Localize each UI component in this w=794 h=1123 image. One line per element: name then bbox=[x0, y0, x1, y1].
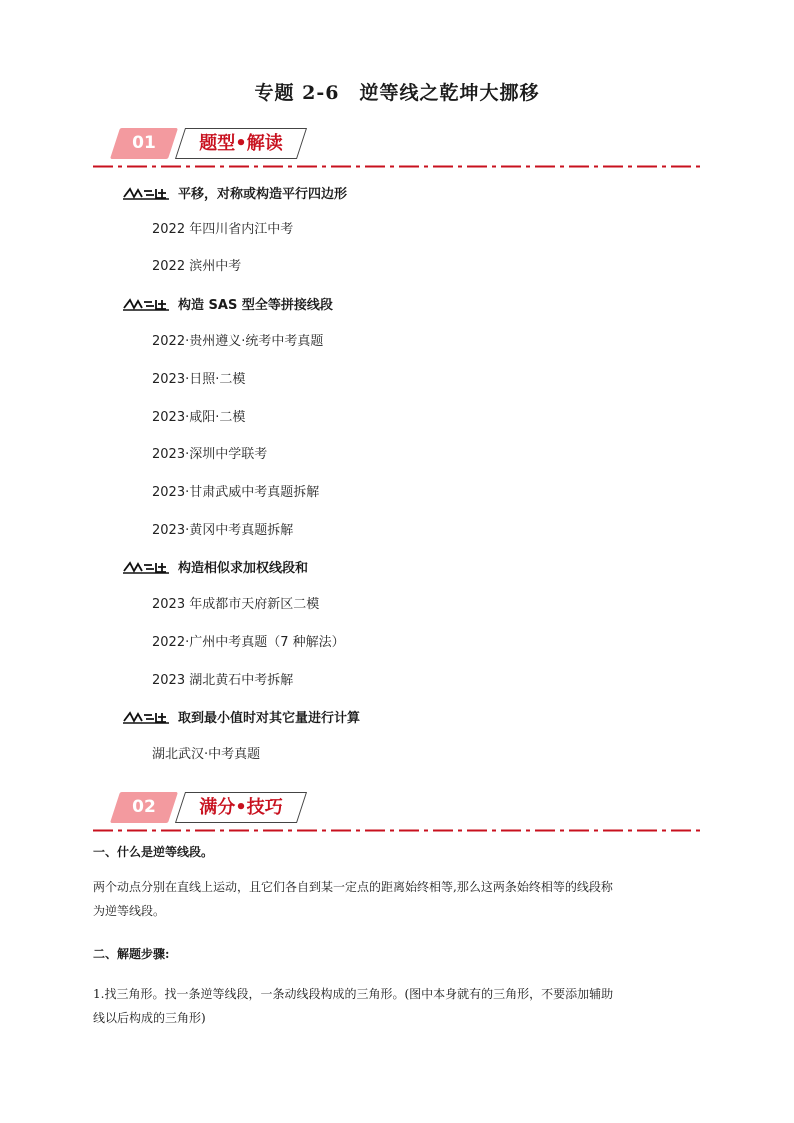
type-text: 平移，对称或构造平行四边形 bbox=[178, 187, 348, 202]
type-text: 构造 SAS 型全等拼接线段 bbox=[178, 298, 333, 313]
type-tag-4 bbox=[122, 710, 170, 724]
section-header-2 bbox=[93, 790, 703, 840]
type-text: 构造相似求加权线段和 bbox=[178, 561, 309, 576]
type-heading-3 bbox=[122, 560, 308, 578]
list-item: 2023·甘肃武威中考真题拆解 bbox=[152, 485, 320, 500]
section-header-1 bbox=[93, 126, 703, 176]
list-item: 2022·广州中考真题（7 种解法） bbox=[152, 635, 345, 650]
type-tag-2 bbox=[122, 297, 170, 311]
list-item: 2023·咸阳·二模 bbox=[152, 410, 246, 425]
list-item: 2023 年成都市天府新区二模 bbox=[152, 597, 320, 612]
scribble-icon bbox=[122, 186, 170, 200]
list-item: 2022 滨州中考 bbox=[152, 259, 242, 274]
list-item: 2022 年四川省内江中考 bbox=[152, 222, 294, 237]
list-item: 湖北武汉·中考真题 bbox=[152, 747, 261, 762]
type-text: 取到最小值时对其它量进行计算 bbox=[178, 711, 361, 726]
page-title: 专题 2-6 逆等线之乾坤大挪移 bbox=[254, 82, 540, 104]
paragraph-line: 线以后构成的三角形) bbox=[93, 1011, 206, 1025]
content-heading-2: 二、解题步骤: bbox=[93, 947, 170, 961]
list-item: 2023 湖北黄石中考拆解 bbox=[152, 673, 294, 688]
type-heading-1 bbox=[122, 186, 347, 204]
list-item: 2023·日照·二模 bbox=[152, 372, 246, 387]
paragraph-line: 为逆等线段。 bbox=[93, 904, 166, 918]
list-item: 2022·贵州遵义·统考中考真题 bbox=[152, 334, 324, 349]
type-tag-3 bbox=[122, 560, 170, 574]
section-divider bbox=[93, 165, 703, 168]
type-heading-4 bbox=[122, 710, 360, 728]
paragraph-line: 1.找三角形。找一条逆等线段，一条动线段构成的三角形。(图中本身就有的三角形，不要添加辅助 bbox=[93, 987, 614, 1001]
section-number: 02 bbox=[132, 797, 156, 817]
list-item: 2023·黄冈中考真题拆解 bbox=[152, 523, 294, 538]
section-divider bbox=[93, 829, 703, 832]
scribble-icon bbox=[122, 297, 170, 311]
type-heading-2 bbox=[122, 297, 333, 315]
paragraph-line: 两个动点分别在直线上运动，且它们各自到某一定点的距离始终相等,那么这两条始终相等的线段称 bbox=[93, 880, 613, 894]
content-heading-1: 一、什么是逆等线段。 bbox=[93, 845, 214, 859]
scribble-icon bbox=[122, 710, 170, 724]
scribble-icon bbox=[122, 560, 170, 574]
section-label: 满分•技巧 bbox=[199, 797, 283, 818]
section-number: 01 bbox=[132, 133, 156, 153]
list-item: 2023·深圳中学联考 bbox=[152, 447, 268, 462]
type-tag-1 bbox=[122, 186, 170, 200]
section-label: 题型•解读 bbox=[199, 133, 283, 154]
